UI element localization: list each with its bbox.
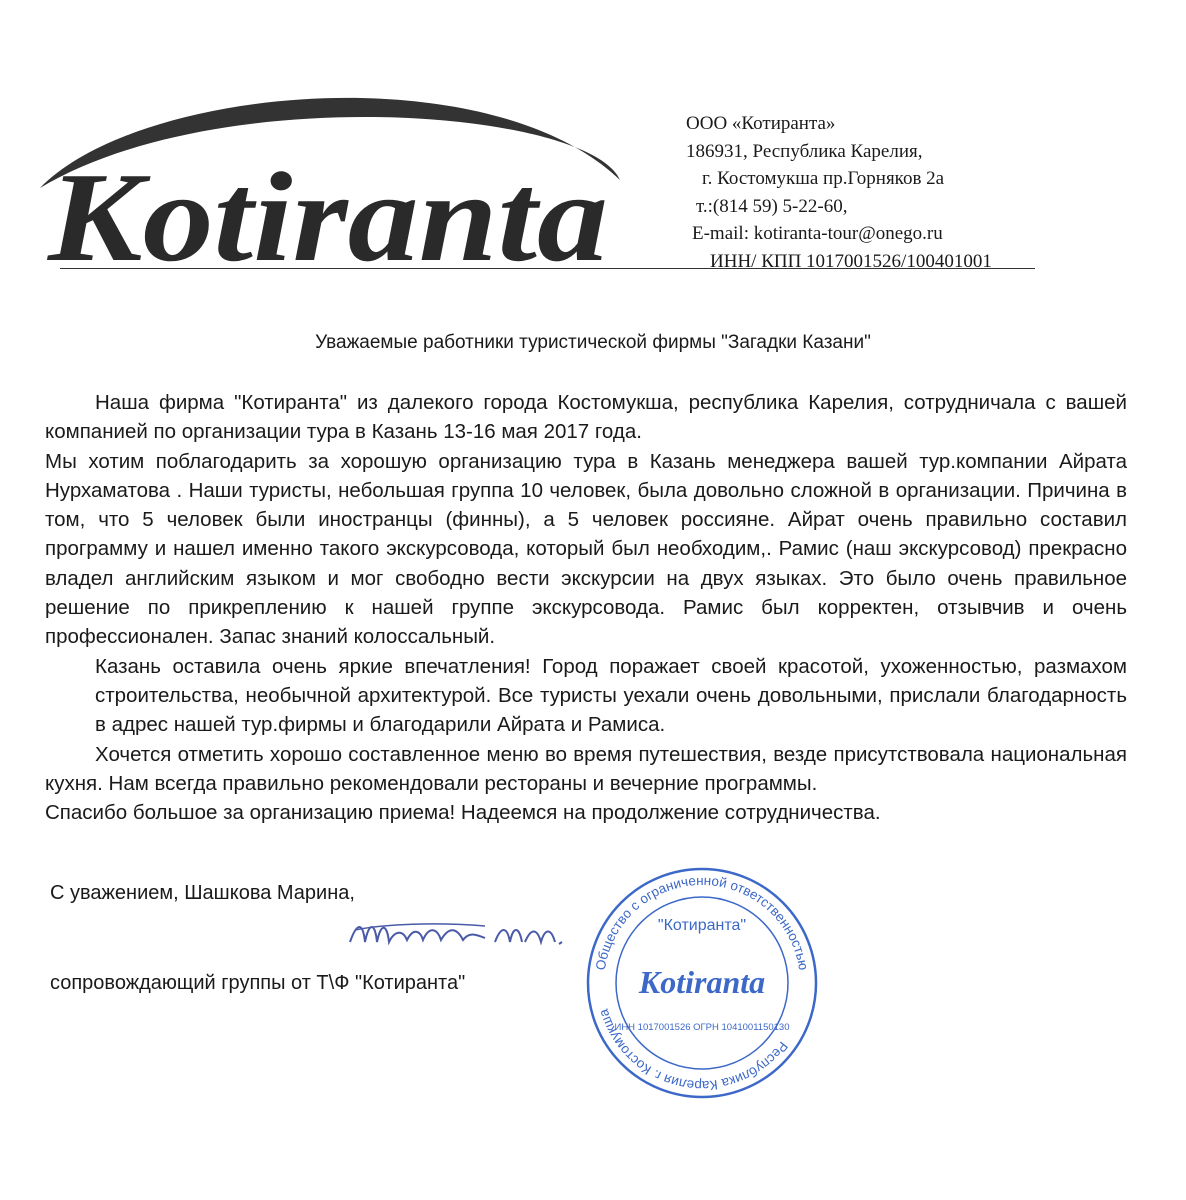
signatory-position: сопровождающий группы от Т\Ф "Котиранта" bbox=[50, 972, 466, 994]
company-details bbox=[640, 110, 1060, 275]
stamp-name: "Котиранта" bbox=[657, 917, 747, 934]
logo-wordmark: Kotiranta bbox=[46, 146, 608, 275]
letter-paragraph: Мы хотим поблагодарить за хорошую организацию тура в Казань менеджера вашей тур.компании Айрата Нурхаматова . Наши туристы, небольшая группа 10 человек, была довольно сложной в организации. Причина в том, что 5 человек были иностранцы (финны), а 5 человек россияне. Айрат очень правильно составил программу и нашел именно такого экскурсовода, который был необходим,. Рамис (наш экскурсовод) прекрасно владел английским языком и мог свободно вести экскурсии на двух языках. Это было очень правильное решение по прикреплению к нашей группе экскурсовода. Рамис был корректен, отзывчив и очень профессионален. Запас знаний колоссальный. bbox=[45, 449, 1127, 649]
letter-paragraph: Спасибо большое за организацию приема! Надеемся на продолжение сотрудничества. bbox=[45, 801, 881, 825]
signature-icon bbox=[345, 912, 580, 954]
company-postal: 186931, Республика Карелия, bbox=[686, 140, 923, 162]
letter-salutation: Уважаемые работники туристической фирмы "Загадки Казани" bbox=[315, 332, 871, 353]
letter-paragraph: Хочется отметить хорошо составленное меню во время путешествия, везде присутствовала национальная кухня. Нам всегда правильно рекомендовали рестораны и вечерние программы. bbox=[45, 742, 1127, 795]
stamp-logo: Kotiranta bbox=[638, 964, 766, 1000]
letter-paragraph: Наша фирма "Котиранта" из далекого города Костомукша, республика Карелия, сотрудничала с вашей компанией по организации тура в Казань 13-16 мая 2017 года. bbox=[45, 391, 1127, 444]
company-city: г. Костомукша пр.Горняков 2а bbox=[702, 168, 945, 189]
kotiranta-logo bbox=[20, 60, 640, 275]
letter-closing: С уважением, Шашкова Марина, bbox=[50, 882, 355, 904]
stamp-codes: ИНН 1017001526 ОГРН 1041001150130 bbox=[614, 1022, 790, 1033]
company-stamp bbox=[582, 858, 822, 1108]
kotiranta-logo-icon bbox=[20, 60, 640, 275]
header-divider bbox=[60, 268, 1035, 269]
company-name: ООО «Котиранта» bbox=[686, 113, 836, 134]
stamp-address: Республика Карелия г. Костомукша bbox=[595, 1007, 791, 1094]
company-email: E-mail: kotiranta-tour@onego.ru bbox=[692, 223, 943, 244]
stamp-icon bbox=[582, 858, 822, 1108]
stamp-outer-text: Общество с ограниченной ответственностью bbox=[592, 872, 812, 972]
company-inn: ИНН/ КПП 1017001526/100401001 bbox=[710, 250, 992, 272]
signature bbox=[345, 912, 580, 954]
letter-body bbox=[45, 388, 1127, 827]
company-phone: т.:(814 59) 5-22-60, bbox=[696, 195, 848, 217]
letter-paragraph: Казань оставила очень яркие впечатления! Город поражает своей красотой, ухоженностью, размахом строительства, необычной архитектурой. Все туристы уехали очень довольными, прислали благодарность в адрес нашей тур.фирмы и благодарили Айрата и Рамиса. bbox=[95, 654, 1127, 737]
